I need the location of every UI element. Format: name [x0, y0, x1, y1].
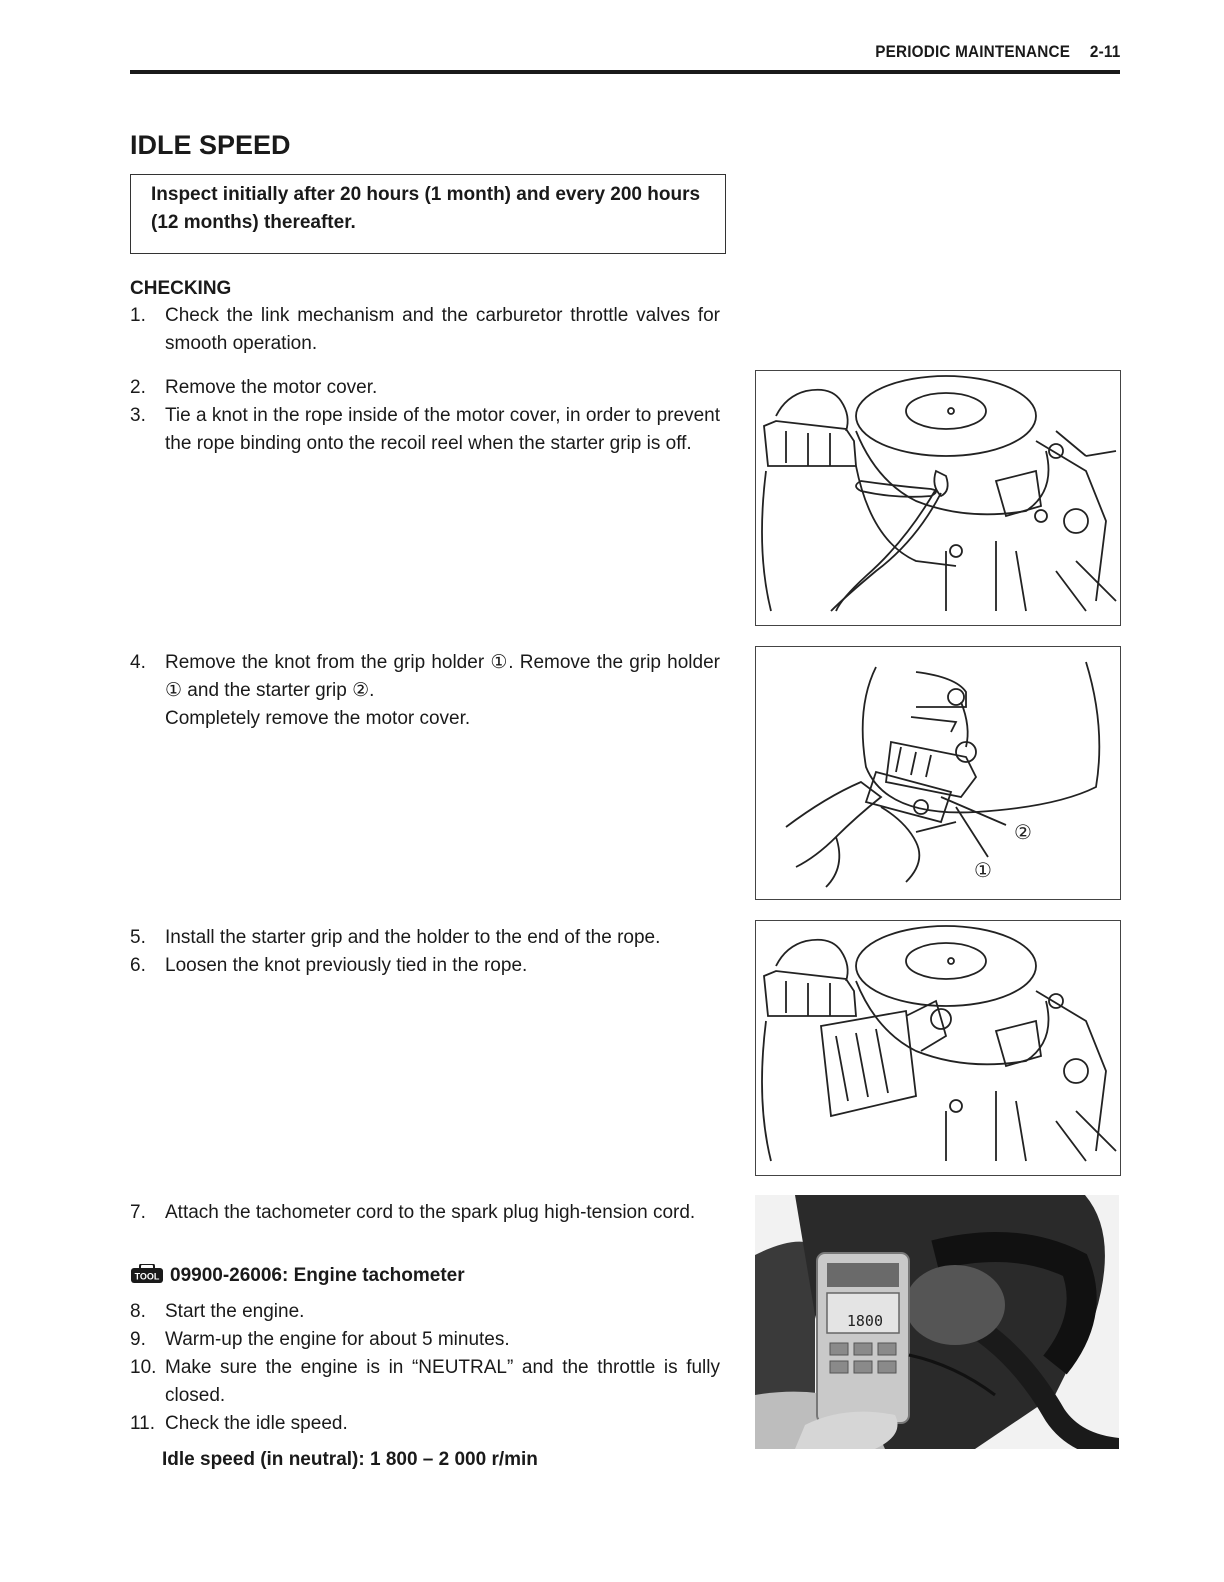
step-number: 3. [130, 405, 146, 426]
tool-icon [130, 1264, 164, 1284]
step-2 [130, 374, 720, 402]
header-text [875, 42, 1120, 62]
grip-holder-illustration [756, 647, 1120, 899]
header-rule [130, 70, 1120, 74]
step-text: Completely remove the motor cover. [165, 708, 471, 729]
tool-line [130, 1262, 720, 1290]
step-text: Check the idle speed. [165, 1413, 348, 1434]
tool-icon-label: TOOL [134, 1271, 160, 1282]
tachometer-photo-image [755, 1195, 1119, 1449]
step-number: 5. [130, 927, 146, 948]
step-number: 6. [130, 955, 146, 976]
header-section: PERIODIC MAINTENANCE [874, 42, 1070, 61]
step-text: Attach the tachometer cord to the spark plug high-tension cord. [165, 1202, 696, 1223]
tachometer-reading: 1800 [846, 1312, 883, 1330]
section-title: IDLE SPEED [130, 130, 291, 160]
tool-text: 09900-26006: Engine tachometer [170, 1265, 465, 1286]
step-number: 7. [130, 1202, 146, 1223]
tachometer-photo [755, 1195, 1119, 1449]
step-10 [130, 1354, 720, 1410]
step-text: Loosen the knot previously tied in the rope. [165, 955, 528, 976]
step-9 [130, 1326, 720, 1354]
callout-1: ① [974, 860, 992, 882]
step-number: 8. [130, 1301, 146, 1322]
figure-grip-installed [755, 920, 1121, 1176]
step-number: 4. [130, 652, 146, 673]
checking-heading: CHECKING [130, 278, 232, 299]
step-text: Start the engine. [165, 1301, 305, 1322]
step-text: Tie a knot in the rope inside of the motor cover, in order to prevent the rope binding onto the recoil reel when the starter grip is off. [165, 405, 720, 454]
step-text: Install the starter grip and the holder to the end of the rope. [165, 927, 661, 948]
rope-knot-illustration [756, 371, 1120, 625]
grip-installed-illustration [756, 921, 1120, 1175]
step-6 [130, 952, 720, 980]
step-number: 1. [130, 305, 146, 326]
step-text: Make sure the engine is in “NEUTRAL” and the throttle is fully closed. [165, 1357, 720, 1406]
figure-grip-holder [755, 646, 1121, 900]
inspection-note: Inspect initially after 20 hours (1 month) and every 200 hours (12 months) thereafter. [130, 174, 726, 254]
step-3 [130, 402, 720, 458]
step-text: Warm-up the engine for about 5 minutes. [165, 1329, 510, 1350]
step-4 [130, 649, 720, 705]
header-page-number: 2-11 [1089, 42, 1120, 61]
step-11 [130, 1410, 720, 1438]
step-text: Check the link mechanism and the carburetor throttle valves for smooth operation. [165, 305, 720, 354]
callout-2: ② [1014, 822, 1032, 844]
step-number: 2. [130, 377, 146, 398]
figure-rope-knot [755, 370, 1121, 626]
step-5 [130, 924, 720, 952]
step-1 [130, 302, 720, 358]
step-number: 10. [130, 1357, 157, 1378]
step-number: 11. [130, 1413, 156, 1434]
step-7 [130, 1199, 720, 1227]
step-text: Remove the motor cover. [165, 377, 378, 398]
step-text: Remove the knot from the grip holder ①. Remove the grip holder ① and the starter grip ②. [165, 652, 720, 701]
idle-speed-spec: Idle speed (in neutral): 1 800 – 2 000 r/min [162, 1449, 538, 1470]
step-4-continued [130, 705, 720, 733]
step-number: 9. [130, 1329, 146, 1350]
step-8 [130, 1298, 720, 1326]
page-header [130, 40, 1120, 74]
